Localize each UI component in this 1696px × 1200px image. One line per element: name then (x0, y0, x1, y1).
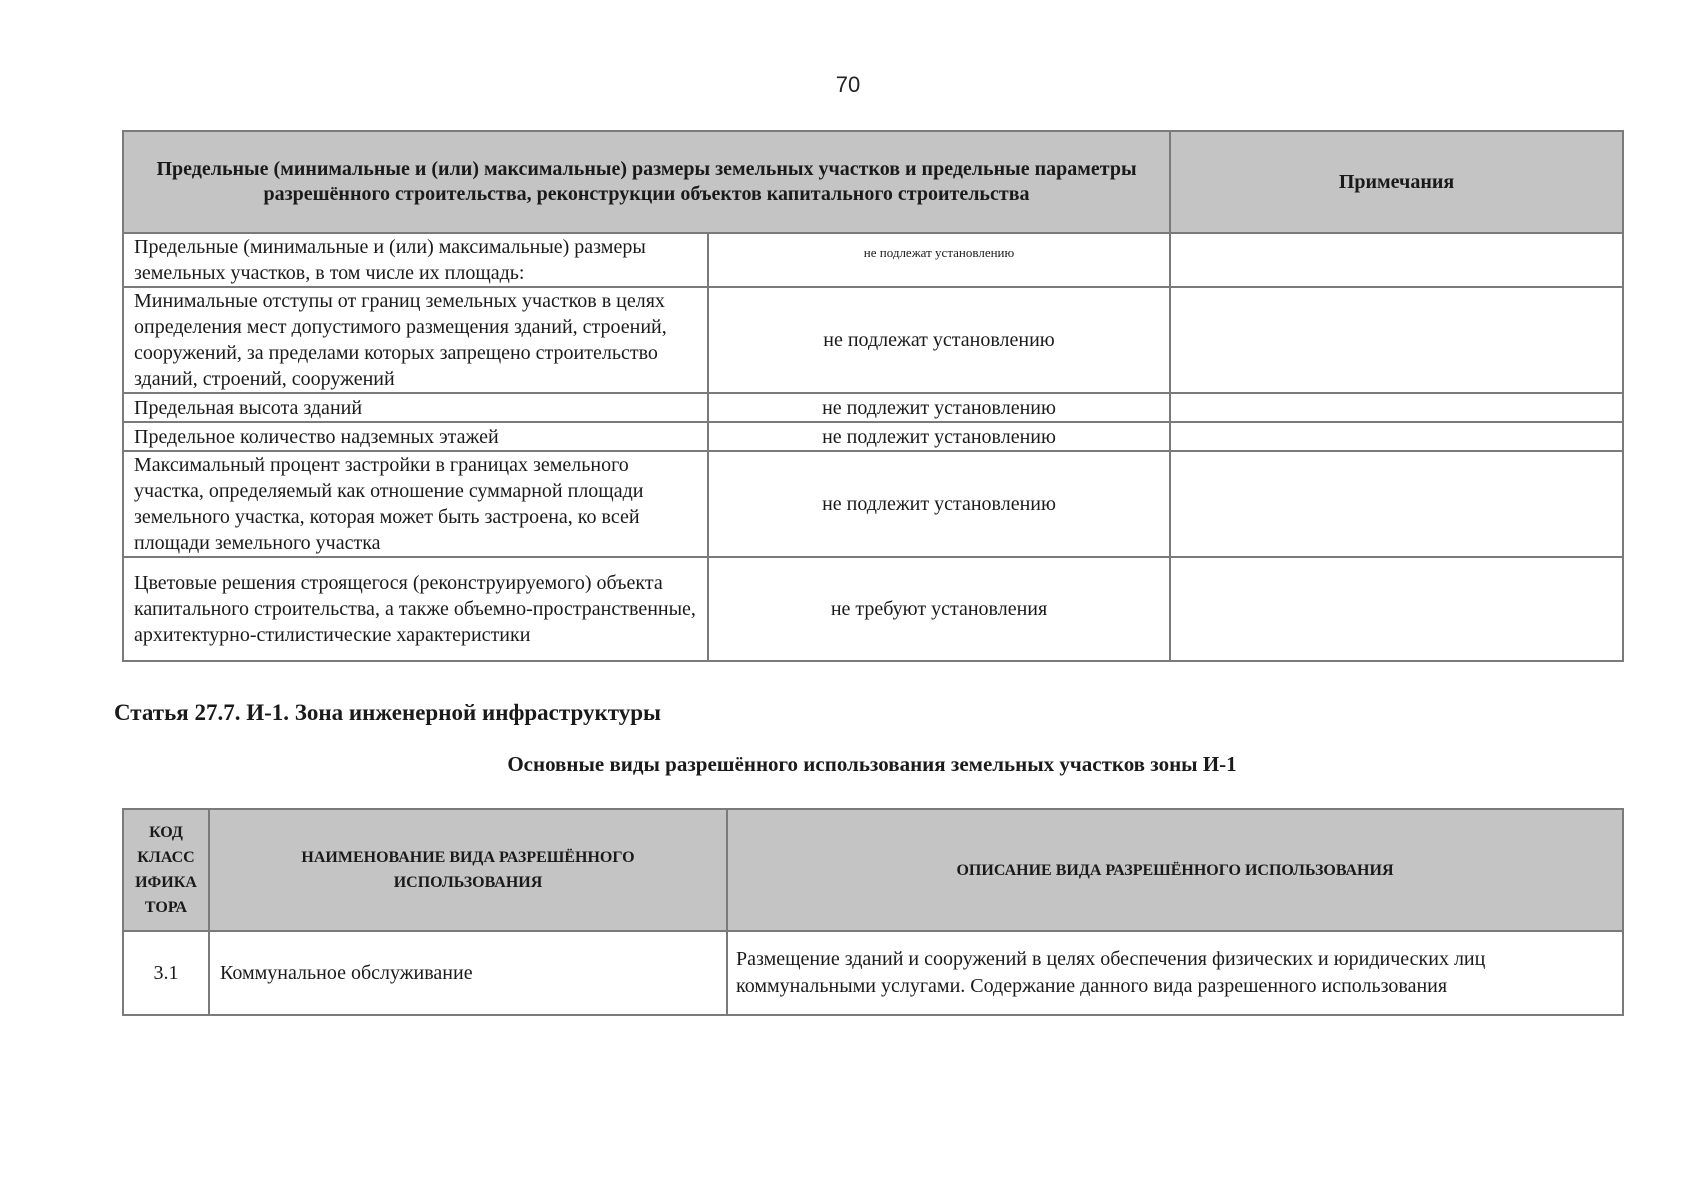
note-cell (1170, 233, 1623, 287)
param-cell: Максимальный процент застройки в границах земельного участка, определяемый как отношение суммарной площади земельного участка, которая может быть застроена, ко всей площади земельного участка (123, 451, 708, 557)
value-cell: не подлежит установлению (708, 393, 1170, 422)
name-cell: Коммунальное обслуживание (209, 931, 727, 1015)
table-row (123, 931, 1623, 1015)
permitted-uses-table-header (123, 809, 1623, 931)
permitted-uses-table (122, 808, 1624, 1016)
note-cell (1170, 393, 1623, 422)
param-cell: Предельное количество надземных этажей (123, 422, 708, 451)
header-code: КОД КЛАСС ИФИКА ТОРА (123, 809, 209, 931)
value-cell: не подлежит установлению (708, 451, 1170, 557)
header-desc: ОПИСАНИЕ ВИДА РАЗРЕШЁННОГО ИСПОЛЬЗОВАНИЯ (727, 809, 1623, 931)
table-row (123, 422, 1623, 451)
table-row (123, 233, 1623, 287)
note-cell (1170, 287, 1623, 393)
param-cell: Предельная высота зданий (123, 393, 708, 422)
value-cell: не подлежат установлению (708, 233, 1170, 287)
header-params: Предельные (минимальные и (или) максимальные) размеры земельных участков и предельные параметры разрешённого строительства, реконструкции объектов капитального строительства (123, 131, 1170, 233)
header-name: НАИМЕНОВАНИЕ ВИДА РАЗРЕШЁННОГО ИСПОЛЬЗОВАНИЯ (209, 809, 727, 931)
table-row (123, 557, 1623, 661)
header-notes: Примечания (1170, 131, 1623, 233)
note-cell (1170, 451, 1623, 557)
param-cell: Цветовые решения строящегося (реконструируемого) объекта капитального строительства, а также объемно-пространственные, архитектурно-стилистические характеристики (123, 557, 708, 661)
table-row (123, 287, 1623, 393)
value-cell: не подлежит установлению (708, 422, 1170, 451)
table-row (123, 393, 1623, 422)
table-row (123, 451, 1623, 557)
section-title: Статья 27.7. И-1. Зона инженерной инфраструктуры (114, 700, 661, 725)
parameters-table (122, 130, 1624, 662)
code-cell: 3.1 (123, 931, 209, 1015)
param-cell: Предельные (минимальные и (или) максимальные) размеры земельных участков, в том числе их площадь: (123, 233, 708, 287)
note-cell (1170, 422, 1623, 451)
sub-title: Основные виды разрешённого использования земельных участков зоны И-1 (507, 752, 1237, 776)
value-cell: не требуют установления (708, 557, 1170, 661)
desc-cell: Размещение зданий и сооружений в целях обеспечения физических и юридических лиц коммунальными услугами. Содержание данного вида разрешенного использования (727, 931, 1623, 1015)
value-cell: не подлежат установлению (708, 287, 1170, 393)
page-number: 70 (835, 72, 861, 97)
note-cell (1170, 557, 1623, 661)
parameters-table-header (123, 131, 1623, 233)
param-cell: Минимальные отступы от границ земельных участков в целях определения мест допустимого размещения зданий, строений, сооружений, за пределами которых запрещено строительство зданий, строений, сооружений (123, 287, 708, 393)
